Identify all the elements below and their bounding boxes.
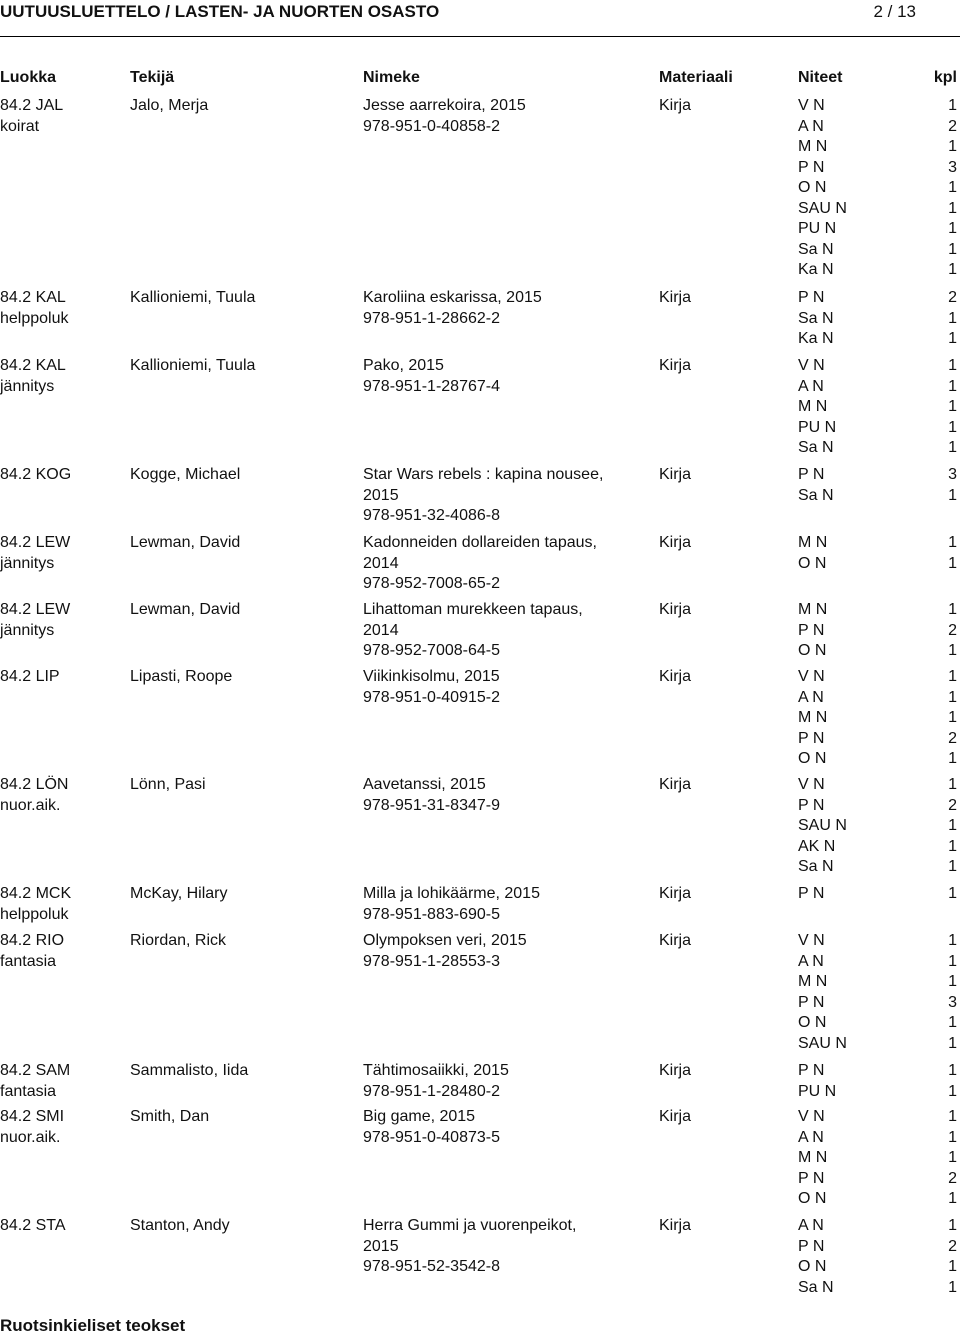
class-line: koirat <box>0 117 40 135</box>
title-line: 978-952-7008-64-5 <box>363 642 500 659</box>
copy-count: 1 <box>948 952 957 970</box>
title-line: Tähtimosaiikki, 2015 <box>363 1062 509 1079</box>
class-code <box>0 931 64 972</box>
material <box>659 96 691 117</box>
author <box>130 465 240 486</box>
section-heading: Ruotsinkieliset teokset <box>0 1316 186 1335</box>
copy-location: A N <box>798 117 824 135</box>
copy-location: Sa N <box>798 309 834 327</box>
column-header-class: Luokka <box>0 69 57 86</box>
title-line: 978-951-0-40915-2 <box>363 688 500 706</box>
title-line: Aavetanssi, 2015 <box>363 776 486 793</box>
copy-count: 1 <box>948 750 957 767</box>
author <box>130 667 232 688</box>
copy-locations <box>798 931 847 1054</box>
material-label: Kirja <box>659 932 692 949</box>
copy-location: Sa N <box>798 439 834 456</box>
class-line: 84.2 LEW <box>0 601 71 618</box>
author <box>130 533 240 554</box>
material-label: Kirja <box>659 357 692 374</box>
title-line: 978-951-1-28480-2 <box>363 1082 500 1100</box>
copy-count: 1 <box>948 199 957 217</box>
material-label: Kirja <box>659 1108 692 1125</box>
title-block <box>363 288 542 329</box>
author <box>130 600 240 621</box>
author-line: Lönn, Pasi <box>130 776 206 793</box>
class-line: 84.2 KOG <box>0 466 72 483</box>
copy-location: P N <box>798 621 825 639</box>
copy-location: P N <box>798 1237 825 1255</box>
title-line: 978-951-883-690-5 <box>363 905 500 923</box>
copy-count: 1 <box>948 1034 957 1052</box>
material-label: Kirja <box>659 1062 692 1079</box>
material <box>659 465 691 486</box>
copy-count: 1 <box>948 1278 957 1296</box>
column-header-material: Materiaali <box>659 69 733 86</box>
copy-counts <box>920 533 957 574</box>
author-line: Kogge, Michael <box>130 466 241 483</box>
copy-locations <box>798 533 827 574</box>
title-line: 2015 <box>363 486 399 504</box>
copy-locations <box>798 288 834 350</box>
title-line: 2014 <box>363 554 399 572</box>
title-line: 978-951-1-28553-3 <box>363 952 500 970</box>
title-block <box>363 356 500 397</box>
title-line: 978-952-7008-65-2 <box>363 575 500 592</box>
title-block <box>363 884 540 925</box>
copy-count: 2 <box>948 1237 957 1255</box>
copy-count: 1 <box>948 357 957 374</box>
copy-location: M N <box>798 534 828 551</box>
copy-location: Sa N <box>798 486 834 504</box>
copy-count: 1 <box>948 776 957 793</box>
title-block <box>363 96 526 137</box>
copy-count: 1 <box>948 1258 957 1275</box>
title-line: Milla ja lohikäärme, 2015 <box>363 885 540 902</box>
title-block <box>363 931 527 972</box>
copy-count: 1 <box>948 668 957 685</box>
copy-location: M N <box>798 709 828 726</box>
class-line: fantasia <box>0 1082 57 1100</box>
material-label: Kirja <box>659 668 692 685</box>
class-line: nuor.aik. <box>0 1128 61 1146</box>
copy-location: O N <box>798 179 827 196</box>
copy-counts <box>920 356 957 459</box>
page-number: 2 / 13 <box>873 2 916 21</box>
author-line: Jalo, Merja <box>130 97 209 114</box>
class-line: jännitys <box>0 554 55 572</box>
class-code <box>0 288 69 329</box>
title-line: 978-951-0-40858-2 <box>363 117 500 135</box>
author-line: Lipasti, Roope <box>130 668 233 685</box>
copy-location: SAU N <box>798 199 847 217</box>
class-line: jännitys <box>0 621 55 639</box>
copy-count: 1 <box>948 932 957 949</box>
author <box>130 356 255 377</box>
author-line: Smith, Dan <box>130 1108 210 1125</box>
copy-location: M N <box>798 601 828 618</box>
title-line: Lihattoman murekkeen tapaus, <box>363 601 583 618</box>
copy-location: P N <box>798 1169 825 1187</box>
copy-counts <box>920 667 957 770</box>
copy-count: 3 <box>948 993 957 1011</box>
title-line: Star Wars rebels : kapina nousee, <box>363 466 604 483</box>
copy-location: SAU N <box>798 817 847 834</box>
column-header-author: Tekijä <box>130 69 175 86</box>
material-label: Kirja <box>659 601 692 618</box>
copy-location: A N <box>798 1128 824 1146</box>
author-line: Lewman, David <box>130 534 241 551</box>
title-block <box>363 600 583 662</box>
copy-count: 1 <box>948 885 957 902</box>
material <box>659 533 691 554</box>
copy-locations <box>798 356 836 459</box>
copy-locations <box>798 1061 836 1102</box>
copy-location: O N <box>798 642 827 659</box>
class-line: 84.2 RIO <box>0 932 65 949</box>
copy-location: Sa N <box>798 1278 834 1296</box>
material-label: Kirja <box>659 776 692 793</box>
author-line: McKay, Hilary <box>130 885 228 902</box>
author <box>130 884 228 905</box>
copy-count: 1 <box>948 398 957 415</box>
copy-count: 1 <box>948 439 957 456</box>
copy-location: PU N <box>798 220 837 237</box>
copy-location: A N <box>798 377 824 395</box>
material <box>659 931 691 952</box>
class-line: 84.2 SAM <box>0 1062 71 1079</box>
title-line: 2015 <box>363 1237 399 1255</box>
copy-location: Ka N <box>798 261 834 278</box>
class-line: 84.2 MCK <box>0 885 72 902</box>
author <box>130 775 206 796</box>
title-block <box>363 1216 576 1278</box>
copy-location: P N <box>798 158 825 176</box>
copy-location: O N <box>798 1258 827 1275</box>
class-line: 84.2 LÖN <box>0 776 69 793</box>
copy-count: 1 <box>948 858 957 875</box>
class-code <box>0 775 68 816</box>
copy-count: 1 <box>948 261 957 278</box>
material <box>659 667 691 688</box>
copy-count: 1 <box>948 97 957 114</box>
copy-locations <box>798 667 827 770</box>
copy-location: V N <box>798 357 825 374</box>
class-code <box>0 1107 64 1148</box>
class-line: 84.2 STA <box>0 1217 66 1234</box>
copy-location: PU N <box>798 418 837 436</box>
material <box>659 1216 691 1237</box>
copy-counts <box>920 1061 957 1102</box>
copy-location: V N <box>798 668 825 685</box>
copy-location: V N <box>798 1108 825 1125</box>
class-code <box>0 884 71 925</box>
title-block <box>363 533 597 595</box>
copy-count: 1 <box>948 220 957 237</box>
copy-location: M N <box>798 398 828 415</box>
class-code <box>0 600 70 641</box>
title-line: 978-951-1-28662-2 <box>363 309 500 327</box>
copy-location: P N <box>798 993 825 1011</box>
copy-location: V N <box>798 97 825 114</box>
copy-location: P N <box>798 885 825 902</box>
material <box>659 356 691 377</box>
title-line: 978-951-31-8347-9 <box>363 796 500 814</box>
copy-counts <box>920 775 957 878</box>
author-line: Riordan, Rick <box>130 932 227 949</box>
copy-location: P N <box>798 796 825 814</box>
class-code <box>0 667 60 688</box>
copy-locations <box>798 1216 834 1298</box>
title-line: Herra Gummi ja vuorenpeikot, <box>363 1217 577 1234</box>
copy-counts <box>920 288 957 350</box>
class-code <box>0 1216 66 1237</box>
material <box>659 288 691 309</box>
copy-locations <box>798 96 847 281</box>
copy-locations <box>798 1107 827 1210</box>
copy-counts <box>920 1216 957 1298</box>
author <box>130 288 255 309</box>
copy-count: 1 <box>948 330 957 347</box>
title-line: Olympoksen veri, 2015 <box>363 932 527 949</box>
copy-count: 1 <box>948 240 957 258</box>
copy-count: 2 <box>948 1169 957 1187</box>
title-line: Karoliina eskarissa, 2015 <box>363 289 542 306</box>
copy-location: O N <box>798 1014 827 1031</box>
column-header-count: kpl <box>933 69 957 86</box>
column-header-title: Nimeke <box>363 69 420 86</box>
title-block <box>363 775 500 816</box>
author-line: Sammalisto, Iida <box>130 1062 249 1079</box>
page-title: UUTUUSLUETTELO / LASTEN- JA NUORTEN OSASTO <box>0 2 440 21</box>
material <box>659 1107 691 1128</box>
material-label: Kirja <box>659 466 692 483</box>
class-line: nuor.aik. <box>0 796 61 814</box>
class-line: 84.2 KAL <box>0 357 66 374</box>
copy-count: 1 <box>948 1217 957 1234</box>
author-line: Kallioniemi, Tuula <box>130 357 256 374</box>
copy-count: 2 <box>948 729 957 747</box>
title-line: 2014 <box>363 621 399 639</box>
material-label: Kirja <box>659 289 692 306</box>
class-code <box>0 356 66 397</box>
class-line: 84.2 LEW <box>0 534 71 551</box>
copy-count: 1 <box>948 1014 957 1031</box>
copy-count: 1 <box>948 642 957 659</box>
copy-count: 1 <box>948 1190 957 1207</box>
material <box>659 775 691 796</box>
title-line: Big game, 2015 <box>363 1108 476 1125</box>
copy-counts <box>920 1107 957 1210</box>
copy-location: M N <box>798 1149 828 1166</box>
title-line: Pako, 2015 <box>363 357 444 374</box>
copy-location: P N <box>798 1062 825 1079</box>
class-code <box>0 1061 70 1102</box>
class-code <box>0 533 70 574</box>
material <box>659 884 691 905</box>
author <box>130 1061 248 1082</box>
copy-locations <box>798 884 824 905</box>
page-header <box>0 0 960 24</box>
author <box>130 1107 209 1128</box>
copy-count: 1 <box>948 1149 957 1166</box>
author-line: Kallioniemi, Tuula <box>130 289 256 306</box>
class-code <box>0 96 63 137</box>
author-line: Lewman, David <box>130 601 241 618</box>
copy-locations <box>798 600 827 662</box>
copy-location: A N <box>798 688 824 706</box>
copy-location: A N <box>798 1217 824 1234</box>
copy-count: 1 <box>948 688 957 706</box>
copy-location: V N <box>798 932 825 949</box>
copy-count: 1 <box>948 837 957 855</box>
copy-location: P N <box>798 289 825 306</box>
copy-location: V N <box>798 776 825 793</box>
author-line: Stanton, Andy <box>130 1217 230 1234</box>
class-line: 84.2 KAL <box>0 289 66 306</box>
material-label: Kirja <box>659 534 692 551</box>
material-label: Kirja <box>659 97 692 114</box>
copy-location: Ka N <box>798 330 834 347</box>
author <box>130 96 208 117</box>
copy-count: 1 <box>948 601 957 618</box>
copy-location: O N <box>798 750 827 767</box>
copy-location: AK N <box>798 837 836 855</box>
copy-count: 3 <box>948 158 957 176</box>
class-code <box>0 465 71 486</box>
author <box>130 931 226 952</box>
material <box>659 600 691 621</box>
material <box>659 1061 691 1082</box>
header-divider <box>0 36 960 37</box>
copy-counts <box>920 600 957 662</box>
material-label: Kirja <box>659 1217 692 1234</box>
copy-counts <box>920 931 957 1054</box>
copy-counts <box>920 96 957 281</box>
copy-count: 1 <box>948 1108 957 1125</box>
title-block <box>363 465 603 527</box>
copy-count: 1 <box>948 377 957 395</box>
title-line: Kadonneiden dollareiden tapaus, <box>363 534 597 551</box>
author <box>130 1216 230 1237</box>
copy-count: 1 <box>948 138 957 155</box>
copy-count: 3 <box>948 466 957 483</box>
class-line: fantasia <box>0 952 57 970</box>
title-line: 978-951-1-28767-4 <box>363 377 500 395</box>
copy-location: O N <box>798 1190 827 1207</box>
copy-count: 1 <box>948 418 957 436</box>
title-block <box>363 1061 509 1102</box>
copy-count: 1 <box>948 1128 957 1146</box>
title-block <box>363 1107 500 1148</box>
copy-location: PU N <box>798 1082 837 1100</box>
title-line: 978-951-0-40873-5 <box>363 1128 500 1146</box>
title-line: Jesse aarrekoira, 2015 <box>363 97 526 114</box>
title-line: Viikinkisolmu, 2015 <box>363 668 500 685</box>
copy-location: P N <box>798 466 825 483</box>
column-header-notes: Niteet <box>798 69 843 86</box>
copy-count: 2 <box>948 796 957 814</box>
copy-count: 1 <box>948 817 957 834</box>
class-line: helppoluk <box>0 309 69 327</box>
copy-count: 1 <box>948 1062 957 1079</box>
copy-count: 1 <box>948 1082 957 1100</box>
copy-location: Sa N <box>798 858 834 875</box>
copy-location: A N <box>798 952 824 970</box>
copy-count: 1 <box>948 973 957 990</box>
copy-counts <box>920 884 957 905</box>
title-line: 978-951-32-4086-8 <box>363 507 500 524</box>
copy-location: M N <box>798 973 828 990</box>
copy-counts <box>920 465 957 506</box>
copy-location: P N <box>798 729 825 747</box>
copy-location: O N <box>798 554 827 572</box>
class-line: 84.2 JAL <box>0 97 64 114</box>
copy-count: 1 <box>948 709 957 726</box>
class-line: 84.2 SMI <box>0 1108 65 1125</box>
title-line: 978-951-52-3542-8 <box>363 1258 500 1275</box>
copy-count: 1 <box>948 554 957 572</box>
copy-count: 1 <box>948 486 957 504</box>
title-block <box>363 667 500 708</box>
class-line: helppoluk <box>0 905 69 923</box>
copy-locations <box>798 465 834 506</box>
copy-location: SAU N <box>798 1034 847 1052</box>
copy-count: 2 <box>948 289 957 306</box>
copy-count: 1 <box>948 179 957 196</box>
class-line: 84.2 LIP <box>0 668 60 685</box>
copy-count: 2 <box>948 117 957 135</box>
copy-location: M N <box>798 138 828 155</box>
material-label: Kirja <box>659 885 692 902</box>
copy-location: Sa N <box>798 240 834 258</box>
copy-count: 2 <box>948 621 957 639</box>
copy-locations <box>798 775 847 878</box>
copy-count: 1 <box>948 534 957 551</box>
class-line: jännitys <box>0 377 55 395</box>
copy-count: 1 <box>948 309 957 327</box>
